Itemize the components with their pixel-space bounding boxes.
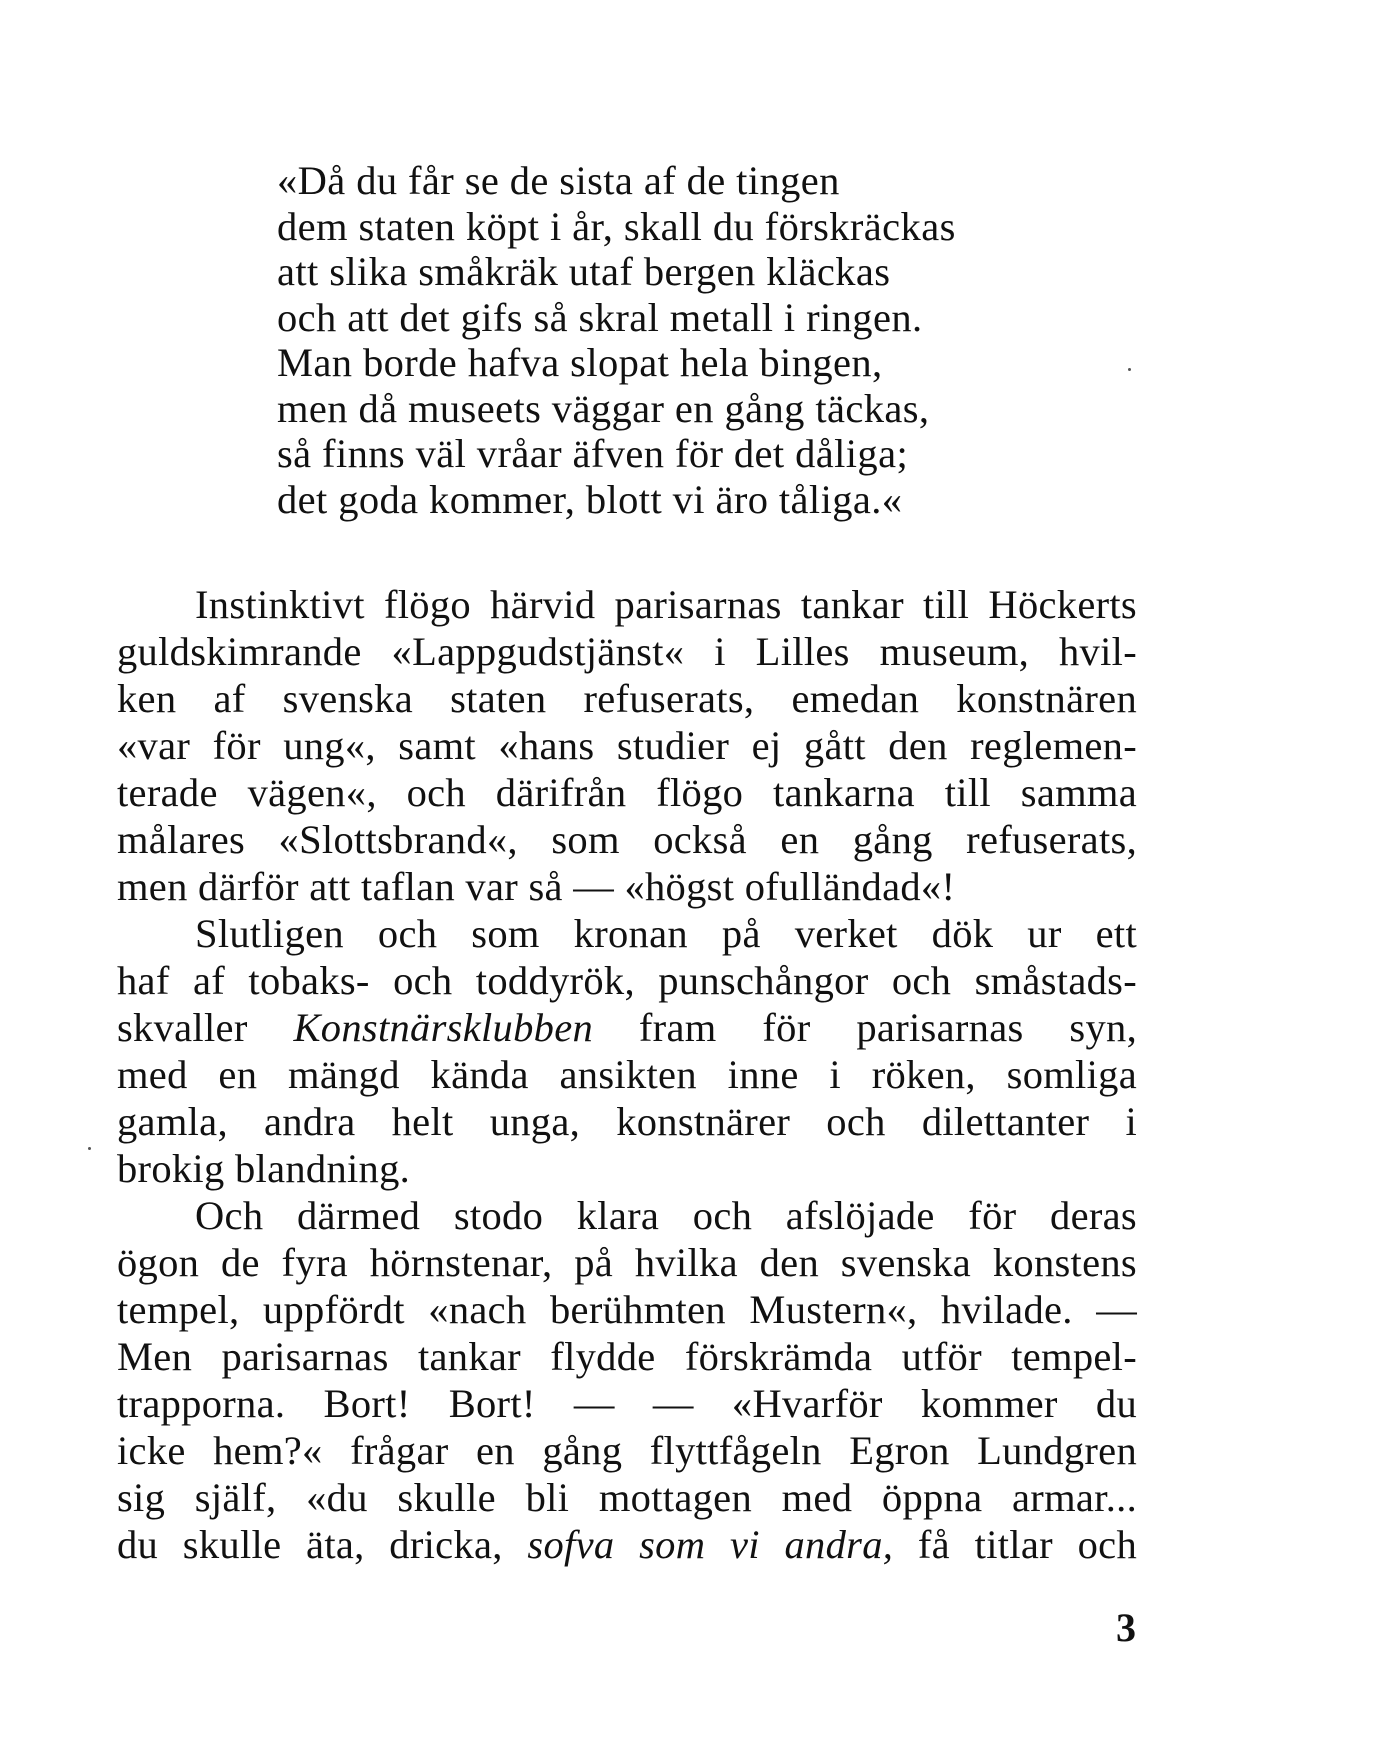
text-line: trapporna. Bort! Bort! — — «Hvarför kommer du (117, 1381, 1137, 1426)
poem-line: det goda kommer, blott vi äro tåliga.« (277, 476, 903, 522)
poem-line: och att det gifs så skral metall i ringen. (277, 294, 923, 340)
text-line: Slutligen och som kronan på verket dök ur ett (195, 911, 1137, 956)
paragraph (117, 1192, 1137, 1568)
text-line (117, 1004, 1137, 1051)
text-run: få titlar och (893, 1522, 1138, 1567)
poem-line: att slika småkräk utaf bergen kläckas (277, 249, 891, 294)
poem-line: Man borde hafva slopat hela bingen, (277, 340, 883, 385)
text-line: ögon de fyra hörnstenar, på hvilka den svenska konstens (117, 1240, 1137, 1285)
poem-line: «Då du får se de sista af de tingen (277, 158, 840, 203)
text-line: terade vägen«, och därifrån flögo tankarna till samma (117, 770, 1137, 815)
text-line: Och därmed stodo klara och afslöjade för deras (195, 1193, 1137, 1238)
text-run: du skulle äta, dricka, (117, 1522, 528, 1567)
paragraph (117, 910, 1137, 1192)
text-line: med en mängd kända ansikten inne i röken, somliga (117, 1052, 1137, 1097)
text-line: brokig blandning. (117, 1146, 411, 1191)
text-line: icke hem?« frågar en gång flyttfågeln Egron Lundgren (117, 1428, 1137, 1473)
page-number: 3 (1116, 1605, 1136, 1650)
text-line: ken af svenska staten refuserats, emedan konstnären (117, 676, 1137, 721)
text-line: «var för ung«, samt «hans studier ej gått den reglemen- (117, 723, 1137, 768)
text-run: fram för parisarnas syn, (593, 1005, 1137, 1050)
poem-line: så finns väl vråar äfven för det dåliga; (277, 431, 909, 476)
print-speck (1128, 368, 1131, 371)
poem-line: men då museets väggar en gång täckas, (277, 385, 930, 431)
text-line: men därför att taflan var så — «högst ofulländad«! (117, 864, 956, 909)
paragraph (117, 581, 1137, 910)
text-line: tempel, uppfördt «nach berühmten Mustern«, hvilade. — (117, 1287, 1137, 1332)
poem-line: dem staten köpt i år, skall du förskräckas (277, 203, 956, 249)
text-line: guldskimrande «Lappgudstjänst« i Lilles museum, hvil- (117, 629, 1137, 674)
text-run: skvaller (117, 1005, 294, 1050)
text-line: Instinktivt flögo härvid parisarnas tankar till Höckerts (195, 582, 1137, 627)
text-line: haf af tobaks- och toddyrök, punschångor och småstads- (117, 958, 1137, 1003)
text-line (117, 1521, 1137, 1568)
text-line: målares «Slottsbrand«, som också en gång refuserats, (117, 817, 1137, 862)
text-line: Men parisarnas tankar flydde förskrämda utför tempel- (117, 1334, 1137, 1379)
text-line: sig själf, «du skulle bli mottagen med öppna armar... (117, 1475, 1137, 1520)
body-text (117, 581, 1137, 1568)
poem-stanza (277, 158, 1177, 522)
italic-title: Konstnärsklubben (293, 1005, 594, 1050)
italic-phrase: sofva som vi andra, (527, 1522, 894, 1567)
text-line: gamla, andra helt unga, konstnärer och dilettanter i (117, 1099, 1137, 1144)
print-speck (88, 1147, 91, 1150)
